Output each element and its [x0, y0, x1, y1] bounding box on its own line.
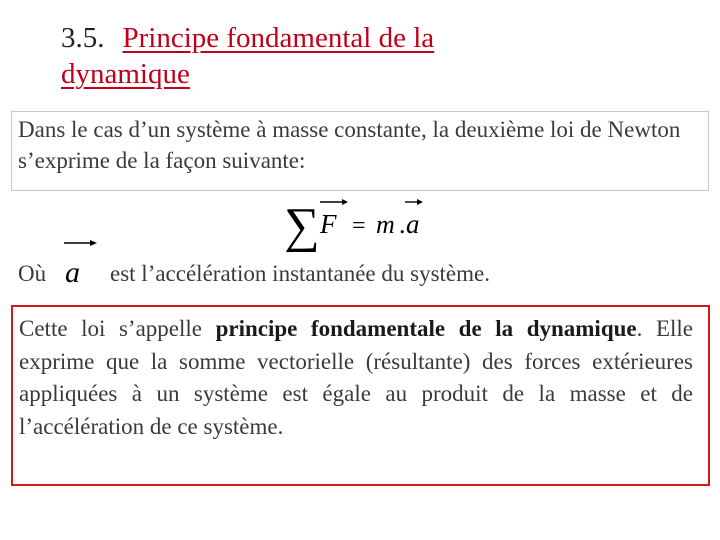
sum-symbol: ∑	[284, 197, 320, 252]
definition-part-2: . Elle exprime que la somme vectorielle (résultante) des forces extérieures appliquées à un système est égale au produit de la masse et de l’accélération de ce système.	[19, 316, 693, 439]
accel-vector-arrow-head	[417, 199, 423, 205]
accel-symbol: a	[406, 209, 420, 239]
section-number: 3.5.	[61, 22, 105, 54]
acceleration-description: est l’accélération instantanée du système.	[110, 261, 490, 286]
definition-part-1: Cette loi s’appelle	[19, 316, 216, 341]
principle-name: principe fondamentale de la dynamique	[215, 316, 637, 341]
dot-symbol: .	[399, 210, 406, 239]
mass-symbol: m	[376, 210, 395, 239]
equals-symbol: =	[352, 213, 366, 239]
title-line-1: Principe fondamental de la	[122, 22, 435, 54]
acceleration-vector	[62, 236, 102, 288]
acceleration-vector-arrow-head	[90, 240, 97, 246]
slide-title	[61, 20, 621, 92]
title-line-2: dynamique	[61, 58, 190, 90]
where-prefix: Où	[18, 261, 47, 286]
newton-formula	[284, 196, 434, 252]
intro-paragraph: Dans le cas d’un système à masse constante, la deuxième loi de Newton s’exprime de la façon suivante:	[18, 117, 681, 173]
force-vector-arrow-head	[342, 199, 348, 205]
force-symbol: F	[320, 209, 337, 239]
definition-paragraph	[19, 313, 693, 443]
acceleration-symbol: a	[65, 256, 80, 288]
